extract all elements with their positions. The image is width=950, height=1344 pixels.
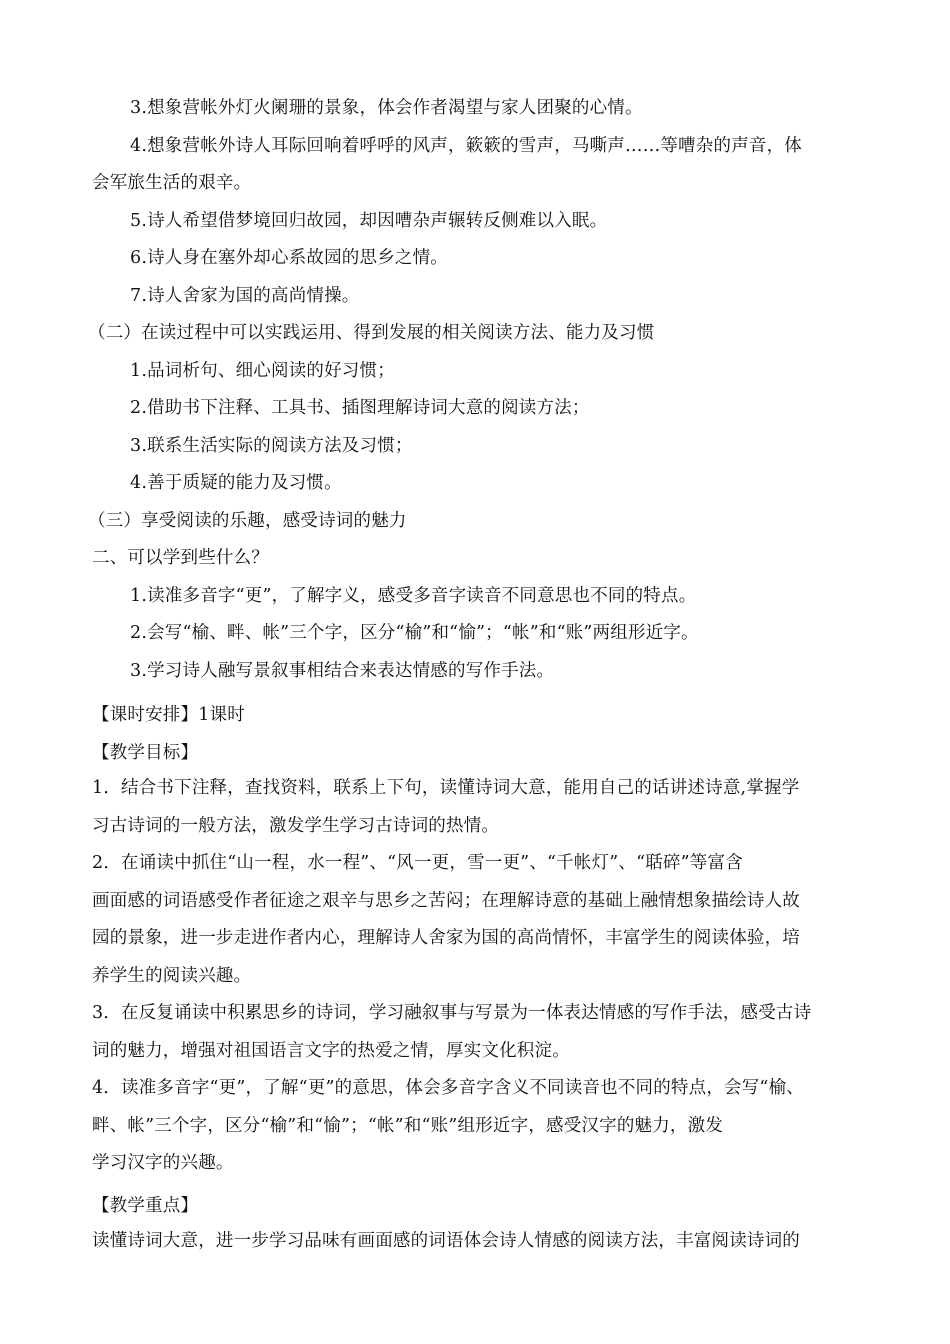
list-item: 6.诗人身在塞外却心系故园的思乡之情。 (130, 248, 448, 268)
list-item: 3.联系生活实际的阅读方法及习惯； (130, 436, 413, 456)
list-item: 2.借助书下注释、工具书、插图理解诗词大意的阅读方法； (130, 398, 590, 418)
section-heading: （二）在读过程中可以实践运用、得到发展的相关阅读方法、能力及习惯 (88, 323, 655, 343)
goal-item-continuation: 画面感的词语感受作者征途之艰辛与思乡之苦闷；在理解诗意的基础上融情想象描绘诗人故 (92, 891, 800, 911)
goal-item-continuation: 畔、帐”三个字，区分“榆”和“愉”；“帐”和“账”组形近字，感受汉字的魅力，激发 (92, 1116, 724, 1136)
list-item: 2.会写“榆、畔、帐”三个字，区分“榆”和“愉”；“帐”和“账”两组形近字。 (130, 623, 699, 643)
list-item: 1.读准多音字“更”，了解字义，感受多音字读音不同意思也不同的特点。 (130, 586, 697, 606)
goal-item-continuation: 养学生的阅读兴趣。 (92, 966, 252, 986)
section-heading: （三）享受阅读的乐趣，感受诗词的魅力 (88, 511, 407, 531)
list-item: 3.想象营帐外灯火阑珊的景象，体会作者渴望与家人团聚的心情。 (130, 98, 643, 118)
list-item: 3.学习诗人融写景叙事相结合来表达情感的写作手法。 (130, 661, 555, 681)
goal-item-continuation: 习古诗词的一般方法，激发学生学习古诗词的热情。 (92, 816, 500, 836)
list-item: 7.诗人舍家为国的高尚情操。 (130, 286, 360, 306)
section-heading: 二、可以学到些什么？ (92, 548, 269, 568)
goal-item-continuation: 园的景象，进一步走进作者内心，理解诗人舍家为国的高尚情怀，丰富学生的阅读体验，培 (92, 928, 800, 948)
goal-item-continuation: 词的魅力，增强对祖国语言文字的热爱之情，厚实文化积淀。 (92, 1041, 570, 1061)
goal-item: 1．结合书下注释，查找资料，联系上下句，读懂诗词大意，能用自己的话讲述诗意,掌握学 (92, 778, 800, 798)
list-item: 1.品词析句、细心阅读的好习惯； (130, 361, 395, 381)
list-item: 5.诗人希望借梦境回归故园，却因嘈杂声辗转反侧难以入眠。 (130, 211, 608, 231)
goal-item: 3．在反复诵读中积累思乡的诗词，学习融叙事与写景为一体表达情感的写作手法，感受古诗 (92, 1003, 812, 1023)
goal-item-continuation: 学习汉字的兴趣。 (92, 1153, 234, 1173)
paragraph-line: 读懂诗词大意，进一步学习品味有画面感的词语体会诗人情感的阅读方法，丰富阅读诗词的 (92, 1231, 800, 1251)
list-item-continuation: 会军旅生活的艰辛。 (92, 173, 252, 193)
goal-item: 2．在诵读中抓住“山一程，水一程”、“风一更，雪一更”、“千帐灯”、“聒碎”等富含 (92, 853, 743, 873)
list-item: 4.善于质疑的能力及习惯。 (130, 473, 342, 493)
list-item: 4.想象营帐外诗人耳际回响着呼呼的风声，簌簌的雪声，马嘶声……等嘈杂的声音，体 (130, 136, 802, 156)
goal-item: 4．读准多音字“更”，了解“更”的意思，体会多音字含义不同读音也不同的特点，会写“榆、 (92, 1078, 804, 1098)
lesson-hours-heading: 【课时安排】1课时 (92, 705, 245, 725)
teaching-focus-heading: 【教学重点】 (92, 1196, 199, 1216)
teaching-goals-heading: 【教学目标】 (92, 743, 199, 763)
